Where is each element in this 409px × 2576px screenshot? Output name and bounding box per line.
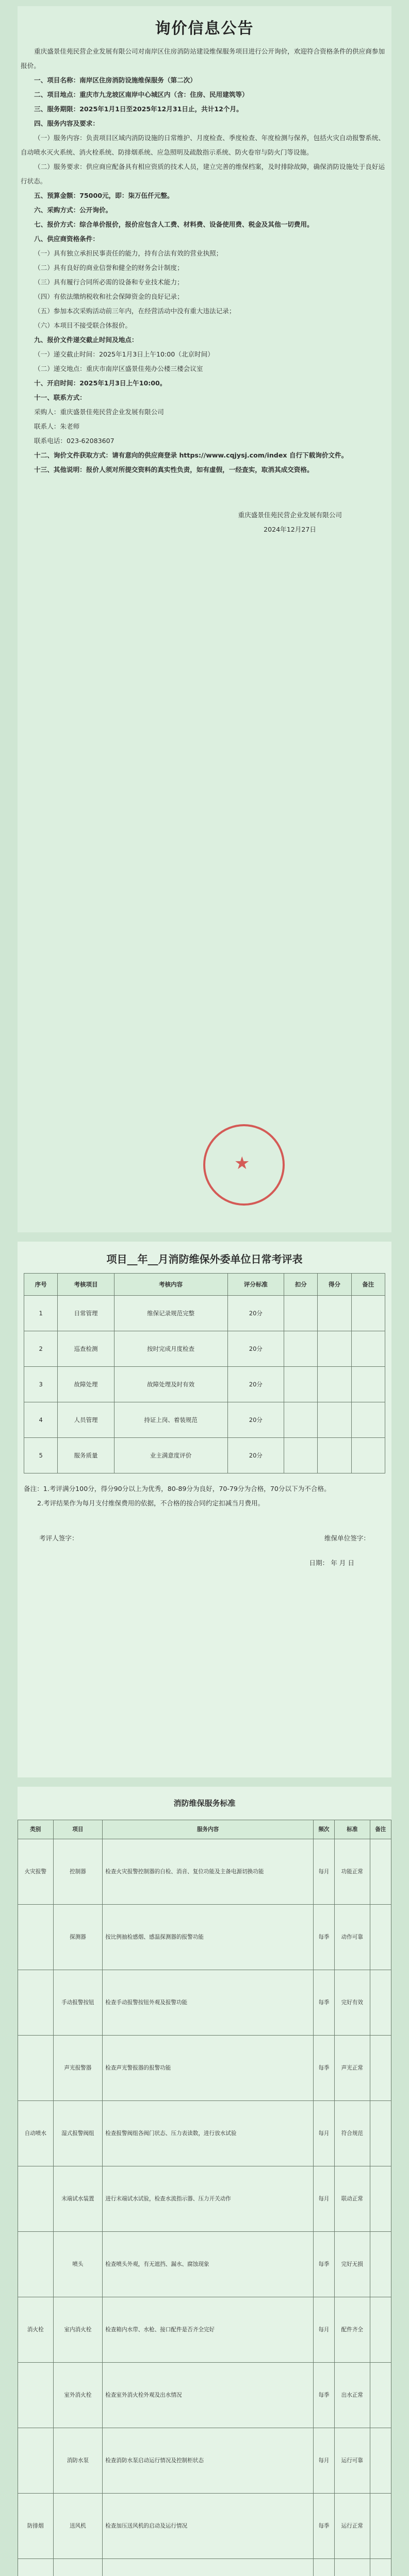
notice-paragraph: （一）服务内容：负责项目区域内消防设施的日常维护、月度检查、季度检查、年度检测与保养，包括火灾自动报警系统、自动喷水灭火系统、消火栓系统、防排烟系统、应急照明及疏散指示系统、防火卷帘与防火门等设施。 <box>21 134 385 156</box>
eval-cell: 持证上岗、着装规范 <box>114 1402 227 1438</box>
service-cell: 出水正常 <box>335 2363 370 2428</box>
service-row <box>18 1970 391 2036</box>
eval-header-cell: 考核内容 <box>114 1274 227 1296</box>
eval-cell <box>351 1402 385 1438</box>
service-row <box>18 2428 391 2494</box>
service-row <box>18 2559 391 2576</box>
notice-paragraph: （二）具有良好的商业信誉和健全的财务会计制度； <box>34 264 184 272</box>
service-cell: 进行末端试水试验，检查水流指示器、压力开关动作 <box>103 2166 314 2232</box>
service-cell <box>18 1905 54 1970</box>
service-cell <box>103 2559 314 2576</box>
notice-paragraph: （五）参加本次采购活动前三年内，在经营活动中没有重大违法记录； <box>34 307 236 315</box>
service-row <box>18 2232 391 2297</box>
eval-row <box>24 1296 385 1331</box>
notice-paragraph: 十三、其他说明：报价人须对所提交资料的真实性负责，如有虚假，一经查实，取消其成交资格。 <box>34 466 314 473</box>
service-cell: 符合规范 <box>335 2101 370 2166</box>
eval-header-cell: 评分标准 <box>227 1274 284 1296</box>
service-cell: 每月 <box>313 2297 334 2363</box>
eval-cell <box>318 1438 351 1473</box>
notice-paragraph: 七、报价方式：综合单价报价，报价应包含人工费、材料费、设备使用费、税金及其他一切费用。 <box>34 221 314 228</box>
notice-paragraph: 四、服务内容及要求： <box>34 120 99 127</box>
service-row <box>18 2297 391 2363</box>
signoff-date: 2024年12月27日 <box>264 526 316 533</box>
service-cell <box>370 1839 391 1905</box>
service-cell: 手动报警按钮 <box>53 1970 103 2036</box>
service-row <box>18 1905 391 1970</box>
eval-header-cell: 序号 <box>24 1274 58 1296</box>
eval-cell: 按时完成月度检查 <box>114 1331 227 1367</box>
service-sheet <box>18 1787 391 2576</box>
eval-cell <box>284 1438 318 1473</box>
service-cell: 运行正常 <box>335 2494 370 2559</box>
service-cell: 每季 <box>313 2494 334 2559</box>
eval-note-2: 2.考评结果作为每月支付维保费用的依据，不合格的按合同约定扣减当月费用。 <box>37 1499 265 1507</box>
service-cell: 声光正常 <box>335 2036 370 2101</box>
service-cell: 动作可靠 <box>335 1905 370 1970</box>
service-row <box>18 2166 391 2232</box>
service-cell: 按比例抽检感烟、感温探测器的报警功能 <box>103 1905 314 1970</box>
service-cell: 检查室外消火栓外观及出水情况 <box>103 2363 314 2428</box>
service-row <box>18 2494 391 2559</box>
service-cell: 每月 <box>313 1839 334 1905</box>
service-cell: 控制器 <box>53 1839 103 1905</box>
service-cell <box>335 2559 370 2576</box>
eval-cell: 2 <box>24 1331 58 1367</box>
eval-row <box>24 1438 385 1473</box>
notice-paragraph: 联系电话：023-62083607 <box>34 437 114 445</box>
notice-body <box>21 44 388 477</box>
service-header-cell: 标准 <box>335 1820 370 1839</box>
eval-cell: 4 <box>24 1402 58 1438</box>
service-cell: 每季 <box>313 2363 334 2428</box>
notice-paragraph: 采购人：重庆盛景佳苑民营企业发展有限公司 <box>34 408 164 416</box>
eval-cell <box>284 1331 318 1367</box>
notice-paragraph: （一）具有独立承担民事责任的能力，持有合法有效的营业执照； <box>34 249 223 257</box>
service-cell <box>370 2559 391 2576</box>
eval-cell: 日常管理 <box>58 1296 114 1331</box>
service-header-cell: 项目 <box>53 1820 103 1839</box>
evaluator-signature-label: 考评人签字： <box>39 1534 78 1542</box>
service-row <box>18 2363 391 2428</box>
service-cell <box>18 2428 54 2494</box>
service-cell <box>18 1970 54 2036</box>
service-cell <box>370 2036 391 2101</box>
eval-cell: 3 <box>24 1367 58 1402</box>
vendor-signature-label: 维保单位签字： <box>324 1534 370 1542</box>
service-cell: 声光报警器 <box>53 2036 103 2101</box>
eval-cell <box>284 1367 318 1402</box>
service-cell <box>53 2559 103 2576</box>
service-cell: 检查喷头外观，有无遮挡、漏水、腐蚀现象 <box>103 2232 314 2297</box>
notice-paragraph: 五、预算金额：75000元，即：柒万伍仟元整。 <box>34 192 174 199</box>
service-cell: 消火栓 <box>18 2297 54 2363</box>
service-cell: 检查消防水泵启动运行情况及控制柜状态 <box>103 2428 314 2494</box>
service-cell: 探测器 <box>53 1905 103 1970</box>
service-cell <box>370 2232 391 2297</box>
service-row <box>18 2101 391 2166</box>
service-cell <box>370 2494 391 2559</box>
eval-cell <box>318 1296 351 1331</box>
service-cell: 完好有效 <box>335 1970 370 2036</box>
service-cell: 每月 <box>313 2101 334 2166</box>
service-cell <box>18 2559 54 2576</box>
eval-header-cell: 考核项目 <box>58 1274 114 1296</box>
eval-date-label: 日期： 年 月 日 <box>309 1559 354 1567</box>
service-cell: 喷头 <box>53 2232 103 2297</box>
service-cell: 检查加压送风机的启动及运行情况 <box>103 2494 314 2559</box>
service-cell: 消防水泵 <box>53 2428 103 2494</box>
notice-paragraph: 重庆盛景佳苑民营企业发展有限公司对南岸区住房消防站建设维保服务项目进行公开询价，欢迎符合资格条件的供应商参加报价。 <box>21 47 385 70</box>
service-cell: 末端试水装置 <box>53 2166 103 2232</box>
service-row <box>18 1839 391 1905</box>
eval-cell: 巡查检测 <box>58 1331 114 1367</box>
eval-cell: 5 <box>24 1438 58 1473</box>
eval-cell: 人员管理 <box>58 1402 114 1438</box>
service-cell: 检查箱内水带、水枪、接口配件是否齐全完好 <box>103 2297 314 2363</box>
notice-paragraph: （一）递交截止时间：2025年1月3日上午10:00（北京时间） <box>34 350 214 358</box>
service-cell: 检查手动报警按钮外观及报警功能 <box>103 1970 314 2036</box>
notice-paragraph: 八、供应商资格条件： <box>34 235 99 243</box>
service-cell <box>18 2036 54 2101</box>
service-cell: 完好无损 <box>335 2232 370 2297</box>
notice-paragraph: 九、报价文件递交截止时间及地点： <box>34 336 138 344</box>
eval-cell: 服务质量 <box>58 1438 114 1473</box>
service-cell: 每季 <box>313 1905 334 1970</box>
eval-cell: 1 <box>24 1296 58 1331</box>
notice-paragraph: （六）本项目不接受联合体报价。 <box>34 321 132 329</box>
eval-row <box>24 1367 385 1402</box>
service-cell <box>370 2363 391 2428</box>
notice-paragraph: （二）服务要求：供应商应配备具有相应资质的技术人员，建立完善的维保档案，及时排除故障，确保消防设施处于良好运行状态。 <box>21 163 385 185</box>
notice-paragraph: 联系人：朱老师 <box>34 422 80 430</box>
notice-paragraph: 一、项目名称：南岸区住房消防设施维保服务（第二次） <box>34 76 197 84</box>
service-cell: 检查声光警报器的报警功能 <box>103 2036 314 2101</box>
service-cell: 每季 <box>313 1970 334 2036</box>
service-cell <box>370 2166 391 2232</box>
eval-cell <box>318 1331 351 1367</box>
notice-title: 询价信息公告 <box>155 20 254 38</box>
eval-row <box>24 1331 385 1367</box>
service-cell <box>370 1970 391 2036</box>
eval-row <box>24 1402 385 1438</box>
service-cell: 火灾报警 <box>18 1839 54 1905</box>
service-cell <box>370 2297 391 2363</box>
eval-header-cell: 备注 <box>351 1274 385 1296</box>
service-cell: 每季 <box>313 2036 334 2101</box>
eval-cell: 20分 <box>227 1402 284 1438</box>
service-header-cell: 备注 <box>370 1820 391 1839</box>
service-cell: 功能正常 <box>335 1839 370 1905</box>
service-cell: 联动正常 <box>335 2166 370 2232</box>
eval-table-title: 项目__年__月消防维保外委单位日常考评表 <box>106 1253 303 1265</box>
eval-cell <box>318 1367 351 1402</box>
signoff-org: 重庆盛景佳苑民营企业发展有限公司 <box>238 511 342 519</box>
eval-cell: 20分 <box>227 1438 284 1473</box>
eval-header-cell: 得分 <box>318 1274 351 1296</box>
service-cell: 每月 <box>313 2166 334 2232</box>
eval-sheet <box>18 1242 391 1777</box>
service-table-title: 消防维保服务标准 <box>173 1799 236 1808</box>
service-cell <box>18 2232 54 2297</box>
eval-cell: 20分 <box>227 1331 284 1367</box>
notice-paragraph: 六、采购方式：公开询价。 <box>34 206 112 214</box>
eval-cell <box>318 1402 351 1438</box>
service-cell <box>370 2428 391 2494</box>
eval-cell <box>351 1438 385 1473</box>
service-cell: 湿式报警阀组 <box>53 2101 103 2166</box>
service-cell: 运行可靠 <box>335 2428 370 2494</box>
notice-paragraph: 二、项目地点：重庆市九龙坡区南岸中心城区内（含：住房、民用建筑等） <box>34 91 249 98</box>
eval-cell: 故障处理及时有效 <box>114 1367 227 1402</box>
service-cell: 检查报警阀组各阀门状态、压力表读数，进行放水试验 <box>103 2101 314 2166</box>
service-header-cell: 频次 <box>313 1820 334 1839</box>
notice-paragraph: 三、服务期限：2025年1月1日至2025年12月31日止，共计12个月。 <box>34 105 243 113</box>
eval-cell: 故障处理 <box>58 1367 114 1402</box>
official-seal-stamp <box>203 1124 285 1206</box>
service-cell: 每月 <box>313 2428 334 2494</box>
eval-table <box>24 1273 385 1473</box>
eval-cell <box>351 1367 385 1402</box>
eval-cell <box>284 1402 318 1438</box>
service-cell <box>313 2559 334 2576</box>
notice-paragraph: 十一、联系方式： <box>34 394 86 401</box>
service-cell: 防排烟 <box>18 2494 54 2559</box>
service-table <box>18 1820 391 2576</box>
service-cell: 自动喷水 <box>18 2101 54 2166</box>
eval-cell: 业主满意度评价 <box>114 1438 227 1473</box>
eval-cell: 20分 <box>227 1296 284 1331</box>
service-cell: 配件齐全 <box>335 2297 370 2363</box>
eval-cell: 维保记录规范完整 <box>114 1296 227 1331</box>
service-row <box>18 2036 391 2101</box>
notice-paragraph: （四）有依法缴纳税收和社会保障资金的良好记录； <box>34 293 184 300</box>
notice-paragraph: 十二、询价文件获取方式：请有意向的供应商登录 https://www.cqjysj.com/index 自行下载询价文件。 <box>34 451 348 459</box>
service-cell: 每季 <box>313 2232 334 2297</box>
service-cell <box>370 2101 391 2166</box>
service-cell: 检查火灾报警控制器的自检、消音、复位功能及主备电源切换功能 <box>103 1839 314 1905</box>
service-cell <box>370 1905 391 1970</box>
eval-cell: 20分 <box>227 1367 284 1402</box>
service-cell: 室外消火栓 <box>53 2363 103 2428</box>
service-cell <box>18 2166 54 2232</box>
service-cell <box>18 2363 54 2428</box>
eval-header-cell: 扣分 <box>284 1274 318 1296</box>
eval-cell <box>351 1331 385 1367</box>
service-header-cell: 服务内容 <box>103 1820 314 1839</box>
notice-sheet <box>18 6 391 1232</box>
notice-paragraph: 十、开启时间：2025年1月3日上午10:00。 <box>34 379 167 387</box>
eval-note-1: 备注：1.考评满分100分，得分90分以上为优秀，80-89分为良好，70-79分为合格，70分以下为不合格。 <box>24 1485 331 1493</box>
eval-cell <box>284 1296 318 1331</box>
service-cell: 室内消火栓 <box>53 2297 103 2363</box>
service-cell: 送风机 <box>53 2494 103 2559</box>
service-header-cell: 类别 <box>18 1820 54 1839</box>
notice-paragraph: （二）递交地点：重庆市南岸区盛景佳苑办公楼三楼会议室 <box>34 365 203 372</box>
eval-cell <box>351 1296 385 1331</box>
notice-paragraph: （三）具有履行合同所必需的设备和专业技术能力； <box>34 278 184 286</box>
